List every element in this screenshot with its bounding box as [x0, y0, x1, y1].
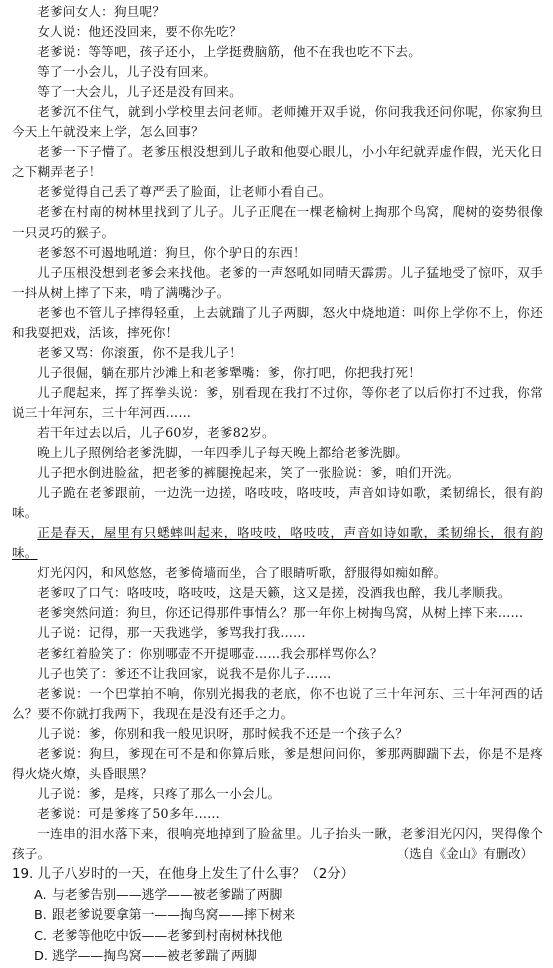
paragraph: 晚上儿子照例给老爹洗脚，一年四季儿子每天晚上都给老爹洗脚。	[37, 445, 409, 461]
option-letter: C.	[34, 928, 48, 944]
paragraph: 老爹说：一个巴掌拍不响，你别光揭我的老底，你不也说了三十年河东、三十年河西的话么？要不你就打我两下，我现在是没有还手之力。	[12, 685, 543, 721]
paragraph: 老爹怒不可遏地吼道：狗旦，你个驴日的东西！	[37, 244, 306, 260]
option-c[interactable]	[12, 927, 543, 948]
option-text: 逃学——掏鸟窝——被老爹踹了两脚	[52, 949, 257, 965]
paragraph: 老爹说：狗旦，爹现在可不是和你算后账，爹是想问问你，爹那两脚踹下去，你是不是疼得火烧火燎，头昏眼黑？	[12, 745, 543, 781]
passage-part-2	[12, 563, 543, 864]
paragraph: 儿子爬起来，挥了挥拳头说：爹，别看现在我打不过你，等你老了以后你打不过我，你常说三十年河东，三十年河西……	[12, 384, 543, 420]
paragraph: 儿子很倔，躺在那片沙滩上和老爹犟嘴：爹，你打吧，你把我打死！	[37, 364, 421, 380]
paragraph: 老爹问女人：狗旦呢？	[37, 4, 166, 19]
paragraph: 若干年过去以后，儿子60岁，老爹82岁。	[37, 424, 275, 440]
paragraph: 老爹又骂：你滚蛋，你不是我儿子！	[37, 344, 242, 360]
option-text: 跟老爹说要拿第一——掏鸟窝——摔下树来	[52, 908, 296, 924]
question-19: 19. 儿子八岁时的一天，在他身上发生了什么事？（2分）	[12, 867, 355, 883]
paragraph: 等了一小会儿，儿子没有回来。	[37, 64, 217, 80]
paragraph: 一连串的泪水落下来，很响亮地掉到了脸盆里。儿子抬头一瞅，老爹泪光闪闪，哭得像个孩子。	[12, 825, 543, 861]
paragraph: 老爹红着脸笑了：你别哪壶不开提哪壶……我会那样骂你么？	[37, 645, 383, 661]
source-citation: （选自《金山》有删改）	[396, 846, 533, 862]
option-text: 与老爹告别——逃学——被老爹踹了两脚	[52, 887, 283, 903]
paragraph: 老爹突然问道：狗旦，你还记得那件事情么？那一年你上树掏鸟窝，从树上摔下来……	[37, 605, 524, 621]
option-text: 老爹等他吃中饭——老爹到村南树林找他	[52, 928, 283, 944]
paragraph: 老爹沉不住气，就到小学校里去问老师。老师摊开双手说，你问我我还问你呢，你家狗旦今天上午就没来上学，怎么回事？	[12, 104, 543, 140]
paragraph: 老爹说：可是爹疼了50多年……	[37, 805, 220, 821]
paragraph: 老爹觉得自己丢了尊严丢了脸面，让老师小看自己。	[37, 184, 332, 200]
paragraph: 老爹也不管儿子摔得轻重，上去就踹了儿子两脚，怒火中烧地道：叫你上学你不上，你还和我耍把戏，活该，摔死你！	[12, 304, 543, 340]
paragraph: 儿子跪在老爹跟前，一边洗一边搓，咯吱吱，咯吱吱，声音如诗如歌，柔韧绵长，很有韵味。	[12, 485, 543, 521]
paragraph: 等了一大会儿，儿子还是没有回来。	[37, 84, 242, 100]
option-a[interactable]	[12, 886, 543, 907]
underlined-sentence: 正是春天，屋里有只蟋蟀叫起来，咯吱吱，咯吱吱，声音如诗如歌，柔韧绵长，很有韵味。	[12, 525, 543, 561]
answer-options	[12, 886, 543, 968]
paragraph: 儿子说：爹，你别和我一般见识呀，那时候我不还是一个孩子么？	[37, 725, 409, 741]
option-d[interactable]	[12, 947, 543, 968]
paragraph: 儿子说：记得，那一天我逃学，爹骂我打我……	[37, 625, 306, 641]
option-letter: D.	[34, 949, 48, 965]
paragraph: 老爹一下子懵了。老爹压根没想到儿子敢和他耍心眼儿，小小年纪就弄虚作假，光天化日之下糊弄老子！	[12, 144, 543, 180]
paragraph: 灯光闪闪，和风悠悠，老爹倚墙而坐，合了眼睛听歌，舒服得如痴如醉。	[37, 565, 447, 581]
passage-part-1	[12, 2, 543, 523]
paragraph: 女人说：他还没回来，要不你先吃？	[37, 24, 242, 40]
paragraph: 儿子把水倒进脸盆，把老爹的裤腿挽起来，笑了一张脸说：爹，咱们开洗。	[37, 465, 460, 481]
paragraph: 儿子说：爹，是疼，只疼了那么一小会儿。	[37, 785, 281, 801]
paragraph: 儿子也笑了：爹还不让我回家，说我不是你儿子……	[37, 665, 332, 681]
option-letter: B.	[34, 908, 47, 924]
option-letter: A.	[34, 887, 47, 903]
paragraph: 老爹叹了口气：咯吱吱，咯吱吱，这是天籁，这又是搓，没酒我也醉，我儿孝顺我。	[37, 585, 511, 601]
paragraph: 老爹在村南的树林里找到了儿子。儿子正爬在一棵老榆树上掏那个鸟窝，爬树的姿势很像一只灵巧的猴子。	[12, 204, 543, 240]
paragraph: 儿子压根没想到老爹会来找他。老爹的一声怒吼如同晴天霹雳。儿子猛地受了惊吓，双手一抖从树上摔了下来，啃了满嘴沙子。	[12, 264, 543, 300]
option-b[interactable]	[12, 906, 543, 927]
paragraph: 老爹说：等等吧，孩子还小，上学挺费脑筋，他不在我也吃不下去。	[37, 44, 421, 60]
